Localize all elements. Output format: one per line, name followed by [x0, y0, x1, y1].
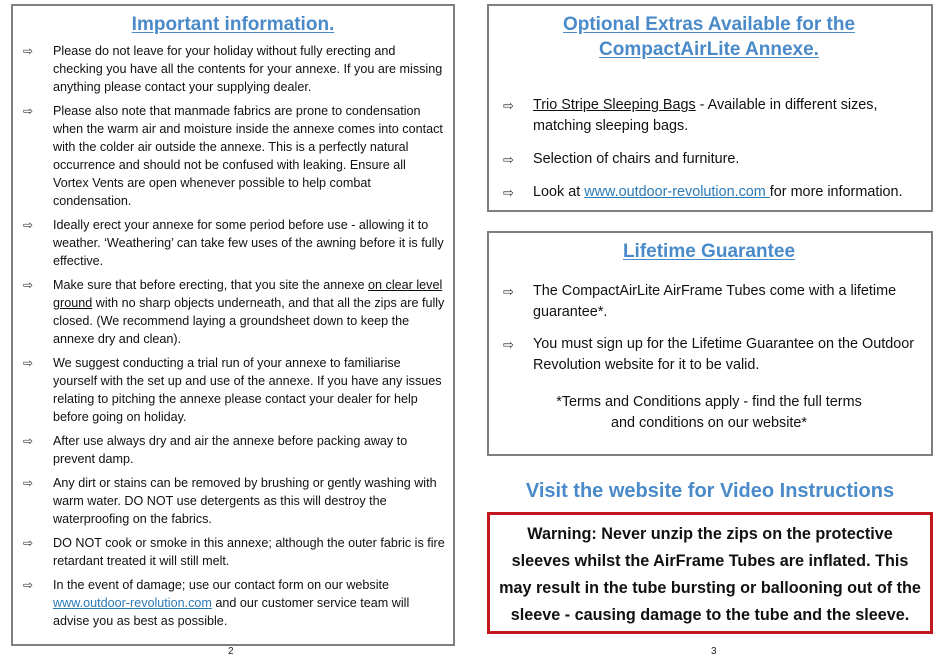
list-item: ⇨ Look at www.outdoor-revolution.com for more information. [499, 182, 919, 203]
list-item: ⇨ Trio Stripe Sleeping Bags - Available in different sizes, matching sleeping bags. [503, 97, 878, 134]
lifetime-guarantee-title: Lifetime Guarantee [622, 241, 796, 262]
arrow-bullet-icon: ⇨ [23, 218, 34, 232]
list-item: ⇨ Any dirt or stains can be removed by brushing or gently washing with warm water. DO NOT use detergents as this will destroy the waterproofing on the fabrics. [23, 476, 437, 526]
arrow-bullet-icon: ⇨ [23, 104, 34, 118]
list-item: ⇨ DO NOT cook or smoke in this annexe; although the outer fabric is fire retardant treated it will still melt. [23, 536, 445, 568]
sleeping-bags-phrase: Trio Stripe Sleeping Bags [533, 97, 696, 113]
page-number: 3 [711, 646, 717, 657]
list-item: ⇨ Ideally erect your annexe for some period before use - allowing it to weather. ‘Weathering’ can take few uses of the awning before it is fully effective. [23, 218, 444, 268]
lifetime-guarantee-list [499, 281, 919, 376]
list-item: ⇨ Please do not leave for your holiday without fully erecting and checking you have all the contents for your annexe. If you are missing anything please contact your supplying dealer. [23, 44, 443, 94]
arrow-bullet-icon: ⇨ [503, 153, 514, 168]
website-link[interactable]: www.outdoor-revolution.com [584, 184, 770, 200]
arrow-bullet-icon: ⇨ [23, 278, 34, 292]
arrow-bullet-icon: ⇨ [503, 99, 514, 114]
optional-extras-list [499, 95, 919, 203]
important-information-list [21, 42, 445, 630]
arrow-bullet-icon: ⇨ [503, 285, 514, 300]
list-item: ⇨ Make sure that before erecting, that you site the annexe on clear level ground with no sharp objects underneath, and that all the zips are fully closed. (We recommend laying a groundsheet down to keep the annexe dry and clean). [23, 278, 445, 346]
important-information-panel [11, 4, 455, 646]
arrow-bullet-icon: ⇨ [503, 338, 514, 353]
arrow-bullet-icon: ⇨ [503, 186, 514, 201]
website-link[interactable]: www.outdoor-revolution.com [53, 596, 212, 610]
video-instructions-heading: Visit the website for Video Instructions [525, 480, 895, 502]
arrow-bullet-icon: ⇨ [23, 44, 34, 58]
list-item: ⇨ We suggest conducting a trial run of your annexe to familiarise yourself with the set up and use of the annexe. If you have any issues relating to pitching the annexe please contact your dealer for help before going on holiday. [23, 356, 442, 424]
optional-extras-panel [487, 4, 933, 212]
list-item: ⇨ You must sign up for the Lifetime Guarantee on the Outdoor Revolution website for it to be valid. [503, 336, 915, 373]
optional-extras-title: Optional Extras Available for the CompactAirLite Annexe. [562, 14, 856, 60]
list-item: ⇨ Selection of chairs and furniture. [499, 149, 919, 170]
list-item: ⇨ Please also note that manmade fabrics are prone to condensation when the warm air and moisture inside the annexe comes into contact with the colder air outside the annexe. This is a perfectly natural occurrence and should not be confused with leaking. Ensure all Vortex Vents are open whenever possible to help combat condensation. [23, 104, 443, 208]
arrow-bullet-icon: ⇨ [23, 578, 34, 592]
list-item: ⇨ After use always dry and air the annexe before packing away to prevent damp. [23, 434, 408, 466]
list-item: ⇨ The CompactAirLite AirFrame Tubes come with a lifetime guarantee*. [503, 283, 897, 320]
arrow-bullet-icon: ⇨ [23, 476, 34, 490]
arrow-bullet-icon: ⇨ [23, 356, 34, 370]
list-item: ⇨ In the event of damage; use our contact form on our website www.outdoor-revolution.com and our customer service team will advise you as best as possible. [23, 578, 410, 628]
important-information-title: Important information. [131, 14, 335, 35]
page-number: 2 [228, 646, 234, 657]
arrow-bullet-icon: ⇨ [23, 536, 34, 550]
terms-note: *Terms and Conditions apply - find the full terms and conditions on our website* [556, 394, 862, 431]
lifetime-guarantee-panel [487, 231, 933, 456]
underlined-phrase: on clear level ground [53, 278, 443, 310]
arrow-bullet-icon: ⇨ [23, 434, 34, 448]
warning-box: Warning: Never unzip the zips on the protective sleeves whilst the AirFrame Tubes are inflated. This may result in the tube bursting or ballooning out of the sleeve - causing damage to the tube and the sleeve. [487, 512, 933, 634]
